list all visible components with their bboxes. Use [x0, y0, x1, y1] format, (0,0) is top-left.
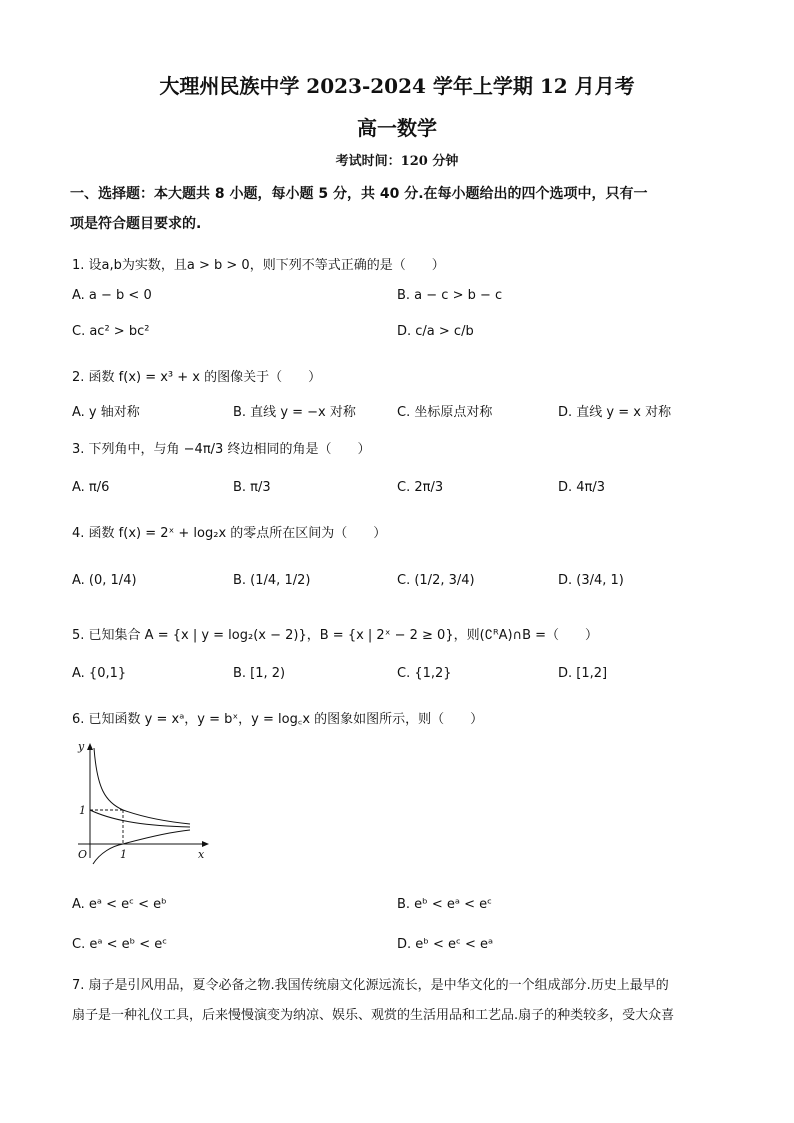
q6-option-b: B. eᵇ < eᵃ < eᶜ	[397, 897, 492, 912]
q2-option-d: D. 直线 y = x 对称	[558, 405, 672, 420]
q1-option-d: D. c/a > c/b	[397, 324, 474, 339]
section-heading-line1: 一、选择题：本大题共 8 小题，每小题 5 分，共 40 分.在每小题给出的四个选项中，只有一	[70, 186, 648, 202]
section-heading-line2: 项是符合题目要求的.	[70, 216, 202, 232]
x-tick-one: 1	[120, 848, 127, 861]
q1-option-b: B. a − c > b − c	[397, 288, 503, 303]
exam-subject: 高一数学	[357, 116, 437, 140]
q5-option-c: C. {1,2}	[397, 666, 452, 681]
exam-time: 考试时间：120 分钟	[335, 154, 459, 169]
q1-option-c: C. ac² > bc²	[72, 324, 150, 339]
q3-option-c: C. 2π/3	[397, 480, 444, 495]
q4-option-a: A. (0, 1/4)	[72, 573, 137, 588]
x-axis-label: x	[198, 848, 205, 861]
question-4-stem: 4. 函数 f(x) = 2ˣ + log₂x 的零点所在区间为（ ）	[72, 526, 387, 541]
q5-option-b: B. [1, 2)	[233, 666, 286, 681]
q2-option-c: C. 坐标原点对称	[397, 405, 493, 420]
question-7-line1: 7. 扇子是引风用品，夏令必备之物.我国传统扇文化源远流长，是中华文化的一个组成部分.历史上最早的	[72, 978, 669, 993]
question-2-stem: 2. 函数 f(x) = x³ + x 的图像关于（ ）	[72, 370, 322, 385]
q2-option-b: B. 直线 y = −x 对称	[233, 405, 356, 420]
question-1-stem: 1. 设a,b为实数，且a > b > 0，则下列不等式正确的是（ ）	[72, 258, 445, 273]
curve-power	[94, 748, 190, 824]
y-tick-one: 1	[79, 804, 86, 817]
q4-option-d: D. (3/4, 1)	[558, 573, 624, 588]
origin-label: O	[78, 848, 88, 861]
question-7-line2: 扇子是一种礼仪工具，后来慢慢演变为纳凉、娱乐、观赏的生活用品和工艺品.扇子的种类较多，受大众喜	[72, 1008, 675, 1023]
q4-option-c: C. (1/2, 3/4)	[397, 573, 475, 588]
curve-logarithm	[93, 830, 190, 864]
question-3-stem: 3. 下列角中，与角 −4π/3 终边相同的角是（ ）	[72, 442, 371, 457]
exam-title: 大理州民族中学 2023-2024 学年上学期 12 月月考	[159, 74, 635, 98]
q6-option-a: A. eᵃ < eᶜ < eᵇ	[72, 897, 167, 912]
curve-exponential	[90, 810, 190, 827]
q4-option-b: B. (1/4, 1/2)	[233, 573, 311, 588]
function-graph	[70, 738, 220, 868]
q3-option-b: B. π/3	[233, 480, 271, 495]
q5-option-d: D. [1,2]	[558, 666, 608, 681]
q1-option-a: A. a − b < 0	[72, 288, 152, 303]
y-axis-label: y	[78, 740, 85, 753]
q3-option-d: D. 4π/3	[558, 480, 606, 495]
q6-option-d: D. eᵇ < eᶜ < eᵃ	[397, 937, 494, 952]
question-6-stem: 6. 已知函数 y = xᵃ，y = bˣ，y = log꜀x 的图象如图所示，则（ ）	[72, 712, 484, 727]
q3-option-a: A. π/6	[72, 480, 110, 495]
q2-option-a: A. y 轴对称	[72, 405, 140, 420]
q5-option-a: A. {0,1}	[72, 666, 127, 681]
q6-option-c: C. eᵃ < eᵇ < eᶜ	[72, 937, 168, 952]
question-5-stem: 5. 已知集合 A = {x | y = log₂(x − 2)}，B = {x | 2ˣ − 2 ≥ 0}，则(∁ᴿA)∩B =（ ）	[72, 628, 599, 643]
